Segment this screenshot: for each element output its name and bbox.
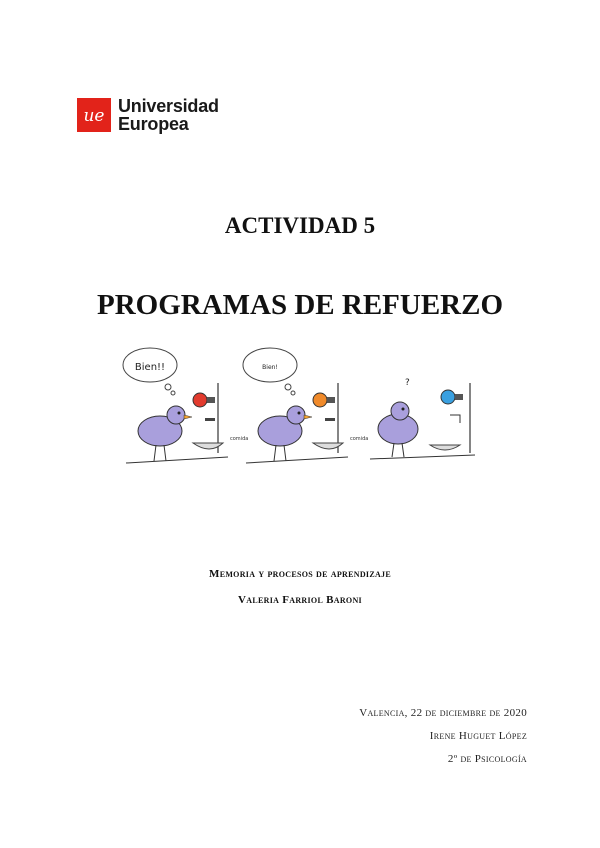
document-title: PROGRAMAS DE REFUERZO bbox=[96, 289, 503, 321]
blue-lamp-icon bbox=[441, 390, 455, 404]
panel-1 bbox=[123, 348, 248, 463]
pigeon-head bbox=[391, 402, 409, 420]
question-mark: ? bbox=[405, 378, 410, 388]
logo-wordmark bbox=[118, 97, 219, 133]
bubble-dot bbox=[171, 391, 175, 395]
pigeon-beak bbox=[304, 415, 312, 419]
orange-lamp-icon bbox=[313, 393, 327, 407]
course-line: 2º de Psicología bbox=[447, 753, 527, 765]
key bbox=[450, 415, 460, 423]
pigeon-leg bbox=[392, 443, 394, 457]
bubble-2-text: Bien! bbox=[262, 364, 278, 371]
red-lamp-icon bbox=[193, 393, 207, 407]
pigeon-head bbox=[287, 406, 305, 424]
lamp-socket bbox=[455, 394, 463, 400]
pigeon-eye bbox=[178, 412, 181, 415]
key bbox=[205, 418, 215, 421]
food-tray bbox=[430, 445, 460, 450]
date-line: Valencia, 22 de diciembre de 2020 bbox=[359, 707, 527, 719]
pigeon-leg bbox=[154, 445, 156, 461]
lamp-socket bbox=[327, 397, 335, 403]
pigeon-leg bbox=[164, 445, 166, 461]
key bbox=[325, 418, 335, 421]
food-label-2: comida bbox=[350, 436, 369, 442]
pigeon-conditioning-illustration bbox=[118, 343, 488, 473]
bubble-1-text: Bien!! bbox=[134, 362, 166, 373]
author-name: Valeria Farriol Baroni bbox=[238, 594, 362, 606]
pigeon-eye bbox=[402, 408, 405, 411]
pigeon-leg bbox=[402, 443, 404, 457]
logo-line-1: Universidad bbox=[118, 96, 219, 116]
ground-line bbox=[370, 455, 475, 459]
ground-line bbox=[126, 457, 228, 463]
pigeon-leg bbox=[274, 445, 276, 461]
bubble-dot bbox=[165, 384, 171, 390]
document-meta bbox=[359, 702, 527, 771]
pigeon-head bbox=[167, 406, 185, 424]
subject-name: Memoria y procesos de aprendizaje bbox=[209, 568, 391, 580]
lamp-socket bbox=[207, 397, 215, 403]
bubble-dot bbox=[285, 384, 291, 390]
activity-heading: ACTIVIDAD 5 bbox=[224, 213, 376, 238]
logo-line-2: Europea bbox=[118, 114, 189, 134]
ue-logo-icon bbox=[77, 98, 111, 132]
bubble-dot bbox=[291, 391, 295, 395]
pigeon-eye bbox=[298, 412, 301, 415]
panel-2 bbox=[243, 348, 368, 463]
ground-line bbox=[246, 457, 348, 463]
pigeon-leg bbox=[284, 445, 286, 461]
teacher-line: Irene Huguet López bbox=[429, 730, 527, 742]
logo-mark-text: ue bbox=[83, 106, 105, 126]
pigeon-beak bbox=[184, 415, 192, 419]
food-label-1: comida bbox=[230, 436, 249, 442]
panel-3 bbox=[370, 378, 475, 459]
university-logo bbox=[77, 97, 219, 133]
